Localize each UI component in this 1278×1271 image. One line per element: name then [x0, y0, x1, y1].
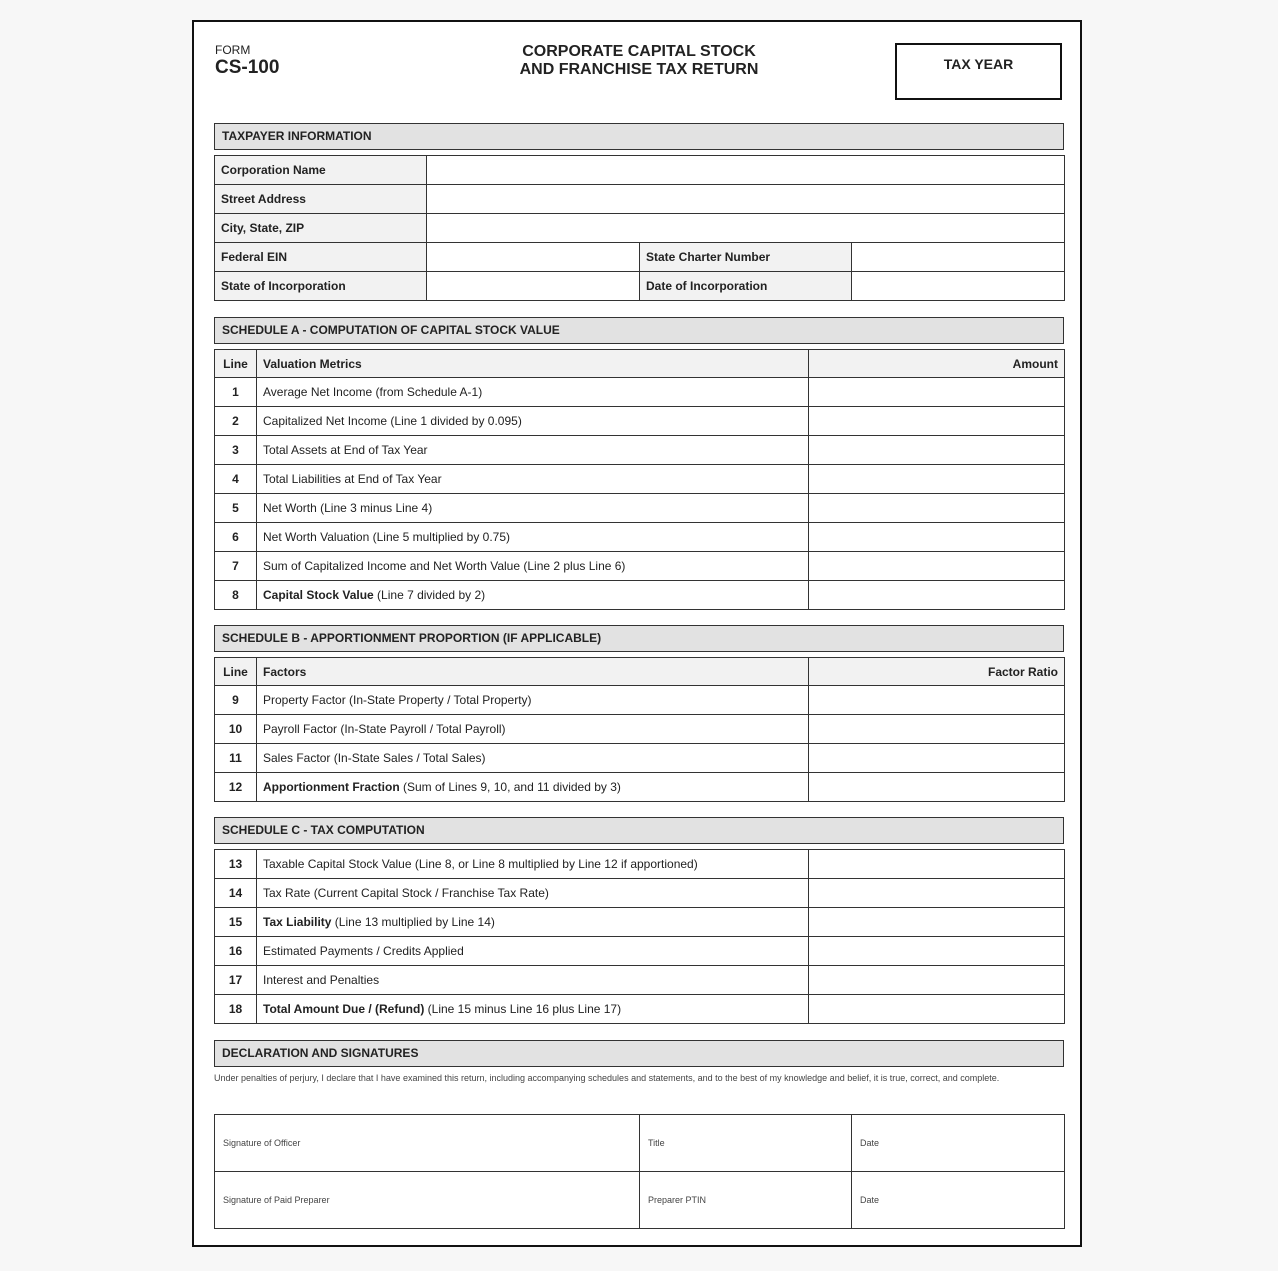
line-description	[257, 465, 809, 494]
table-row	[215, 407, 1065, 436]
schedule-b-col-desc: Factors	[257, 658, 809, 686]
state-of-incorporation-label: State of Incorporation	[215, 272, 427, 301]
amount-field[interactable]	[809, 436, 1065, 465]
line-number: 8	[215, 581, 257, 610]
line-description-bold: Capital Stock Value	[263, 588, 374, 602]
table-row	[215, 436, 1065, 465]
line-number: 5	[215, 494, 257, 523]
table-row	[215, 773, 1065, 802]
line-number: 10	[215, 715, 257, 744]
line-description-text: Property Factor (In-State Property / Total Property)	[263, 693, 532, 707]
line-description-text: Taxable Capital Stock Value (Line 8, or Line 8 multiplied by Line 12 if apportioned)	[263, 857, 698, 871]
preparer-ptin-label: Preparer PTIN	[648, 1195, 707, 1205]
amount-field[interactable]	[809, 744, 1065, 773]
federal-ein-label: Federal EIN	[215, 243, 427, 272]
line-description	[257, 995, 809, 1024]
table-row	[215, 378, 1065, 407]
form-title-line1: CORPORATE CAPITAL STOCK	[522, 43, 756, 60]
line-number: 3	[215, 436, 257, 465]
line-description	[257, 715, 809, 744]
line-description-text: Net Worth Valuation (Line 5 multiplied by 0.75)	[263, 530, 511, 544]
schedule-b-table	[214, 657, 1065, 802]
tax-form-page	[192, 20, 1082, 1247]
line-description-text: (Sum of Lines 9, 10, and 11 divided by 3)	[399, 780, 621, 794]
schedule-b-col-factor-ratio: Factor Ratio	[809, 658, 1065, 686]
table-row	[215, 715, 1065, 744]
amount-field[interactable]	[809, 773, 1065, 802]
line-description	[257, 436, 809, 465]
state-charter-number-label: State Charter Number	[640, 243, 852, 272]
line-description-text: Payroll Factor (In-State Payroll / Total Payroll)	[263, 722, 506, 736]
line-number: 16	[215, 937, 257, 966]
line-number: 4	[215, 465, 257, 494]
schedule-a-col-desc: Valuation Metrics	[257, 350, 809, 378]
street-address-label: Street Address	[215, 185, 427, 214]
line-number: 6	[215, 523, 257, 552]
table-row	[215, 494, 1065, 523]
amount-field[interactable]	[809, 686, 1065, 715]
line-description-text: Total Assets at End of Tax Year	[263, 443, 428, 457]
form-label: FORM	[215, 43, 251, 57]
table-row	[215, 744, 1065, 773]
line-number: 9	[215, 686, 257, 715]
signature-preparer-field[interactable]	[215, 1172, 640, 1229]
schedule-a-heading: SCHEDULE A - COMPUTATION OF CAPITAL STOCK VALUE	[214, 317, 1064, 344]
line-number: 11	[215, 744, 257, 773]
date-of-incorporation-field[interactable]	[852, 272, 1065, 301]
table-row	[215, 465, 1065, 494]
line-description-bold: Apportionment Fraction	[263, 780, 400, 794]
table-row	[215, 908, 1065, 937]
line-description	[257, 908, 809, 937]
line-description-text: (Line 15 minus Line 16 plus Line 17)	[424, 1002, 622, 1016]
schedule-b-col-line: Line	[215, 658, 257, 686]
line-description-bold: Tax Liability	[263, 915, 332, 929]
declaration-text: Under penalties of perjury, I declare that I have examined this return, including accompanying schedules and statements, and to the best of my knowledge and belief, it is true, correct, and complete.	[214, 1073, 1000, 1083]
state-charter-number-field[interactable]	[852, 243, 1065, 272]
amount-field[interactable]	[809, 552, 1065, 581]
preparer-ptin-field[interactable]	[640, 1172, 852, 1229]
amount-field[interactable]	[809, 407, 1065, 436]
line-number: 2	[215, 407, 257, 436]
city-state-zip-label: City, State, ZIP	[215, 214, 427, 243]
line-description	[257, 494, 809, 523]
line-description	[257, 773, 809, 802]
table-row	[215, 523, 1065, 552]
line-description	[257, 581, 809, 610]
line-number: 7	[215, 552, 257, 581]
schedule-c-heading: SCHEDULE C - TAX COMPUTATION	[214, 817, 1064, 844]
officer-date-field[interactable]	[852, 1115, 1065, 1172]
amount-field[interactable]	[809, 465, 1065, 494]
line-description-text: Estimated Payments / Credits Applied	[263, 944, 464, 958]
table-row	[215, 581, 1065, 610]
line-description-text: Interest and Penalties	[263, 973, 380, 987]
amount-field[interactable]	[809, 581, 1065, 610]
line-description-text: (Line 7 divided by 2)	[373, 588, 486, 602]
table-row	[215, 937, 1065, 966]
table-row	[215, 966, 1065, 995]
line-description-text: Tax Rate (Current Capital Stock / Franchise Tax Rate)	[263, 886, 549, 900]
line-description-text: Net Worth (Line 3 minus Line 4)	[263, 501, 433, 515]
table-row	[215, 686, 1065, 715]
tax-year-label: TAX YEAR	[943, 56, 1014, 72]
amount-field[interactable]	[809, 995, 1065, 1024]
officer-date-label: Date	[860, 1138, 880, 1148]
line-number: 17	[215, 966, 257, 995]
state-of-incorporation-field[interactable]	[427, 272, 640, 301]
table-row	[215, 879, 1065, 908]
line-number: 18	[215, 995, 257, 1024]
line-description-text: (Line 13 multiplied by Line 14)	[331, 915, 495, 929]
line-description	[257, 686, 809, 715]
line-description-text: Capitalized Net Income (Line 1 divided by 0.095)	[263, 414, 522, 428]
amount-field[interactable]	[809, 494, 1065, 523]
amount-field[interactable]	[809, 715, 1065, 744]
amount-field[interactable]	[809, 879, 1065, 908]
form-title-line2: AND FRANCHISE TAX RETURN	[519, 61, 759, 78]
amount-field[interactable]	[809, 523, 1065, 552]
officer-title-field[interactable]	[640, 1115, 852, 1172]
line-description	[257, 879, 809, 908]
line-description	[257, 523, 809, 552]
declaration-heading: DECLARATION AND SIGNATURES	[214, 1040, 1064, 1067]
form-title	[439, 43, 839, 79]
taxpayer-info-heading: TAXPAYER INFORMATION	[214, 123, 1064, 150]
amount-field[interactable]	[809, 908, 1065, 937]
line-description-text: Total Liabilities at End of Tax Year	[263, 472, 442, 486]
schedule-a-col-amount: Amount	[809, 350, 1065, 378]
corporation-name-field[interactable]	[427, 156, 1065, 185]
line-description-text: Average Net Income (from Schedule A-1)	[263, 385, 483, 399]
preparer-date-field[interactable]	[852, 1172, 1065, 1229]
line-description	[257, 552, 809, 581]
line-number: 14	[215, 879, 257, 908]
line-description	[257, 937, 809, 966]
amount-field[interactable]	[809, 937, 1065, 966]
amount-field[interactable]	[809, 378, 1065, 407]
federal-ein-field[interactable]	[427, 243, 640, 272]
officer-title-label: Title	[648, 1138, 665, 1148]
schedule-b-heading: SCHEDULE B - APPORTIONMENT PROPORTION (IF APPLICABLE)	[214, 625, 1064, 652]
tax-year-box[interactable]	[895, 43, 1062, 100]
line-description-text: Sales Factor (In-State Sales / Total Sales)	[263, 751, 486, 765]
schedule-a-table	[214, 349, 1065, 610]
amount-field[interactable]	[809, 966, 1065, 995]
table-row	[215, 552, 1065, 581]
line-number: 12	[215, 773, 257, 802]
line-number: 15	[215, 908, 257, 937]
schedule-a-col-line: Line	[215, 350, 257, 378]
form-identifier	[215, 43, 279, 79]
schedule-c-table	[214, 849, 1065, 1024]
line-description	[257, 850, 809, 879]
taxpayer-info-table	[214, 155, 1065, 301]
street-address-field[interactable]	[427, 185, 1065, 214]
signature-preparer-label: Signature of Paid Preparer	[223, 1195, 330, 1205]
form-number: CS-100	[215, 57, 280, 78]
line-description	[257, 378, 809, 407]
city-state-zip-field[interactable]	[427, 214, 1065, 243]
preparer-date-label: Date	[860, 1195, 880, 1205]
table-row	[215, 850, 1065, 879]
line-description	[257, 407, 809, 436]
signature-table	[214, 1114, 1065, 1229]
line-description	[257, 744, 809, 773]
date-of-incorporation-label: Date of Incorporation	[640, 272, 852, 301]
line-number: 13	[215, 850, 257, 879]
line-description-text: Sum of Capitalized Income and Net Worth Value (Line 2 plus Line 6)	[263, 559, 626, 573]
line-description	[257, 966, 809, 995]
line-description-bold: Total Amount Due / (Refund)	[263, 1002, 425, 1016]
corporation-name-label: Corporation Name	[215, 156, 427, 185]
signature-officer-field[interactable]	[215, 1115, 640, 1172]
signature-officer-label: Signature of Officer	[223, 1138, 301, 1148]
line-number: 1	[215, 378, 257, 407]
amount-field[interactable]	[809, 850, 1065, 879]
table-row	[215, 995, 1065, 1024]
